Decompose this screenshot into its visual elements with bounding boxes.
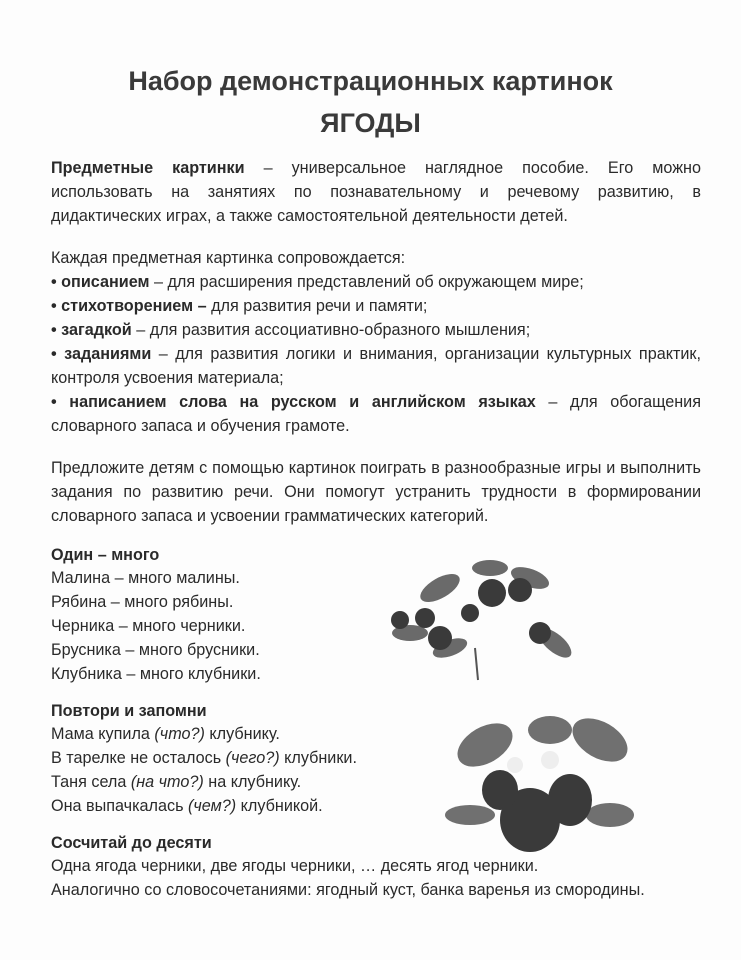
bullet-text: – для расширения представлений об окружающем мире; — [149, 273, 584, 291]
bullet-text: – для обогащения словарного запаса и обучения грамоте. — [51, 393, 701, 435]
bullet-item: • стихотворением – для развития речи и памяти; — [51, 297, 428, 315]
bullet-item: • заданиями – для развития логики и внимания, организации культурных практик, контроля усвоения материала; — [51, 345, 701, 387]
list-item: Клубника – много клубники. — [51, 665, 261, 683]
accompanied-text: Каждая предметная картинка сопровождается: — [51, 249, 406, 267]
count-list — [51, 854, 701, 902]
list-item: Аналогично со словосочетаниями: ягодный куст, банка варенья из смородины. — [51, 881, 645, 899]
intro-bold: Предметные картинки — [51, 159, 245, 177]
bullet-text: – для развития ассоциативно-образного мышления; — [131, 321, 531, 339]
text: В тарелке не осталось — [51, 749, 226, 767]
bullet-item: • написанием слова на русском и английском языках – для обогащения словарного запаса и обучения грамоте. — [51, 393, 701, 435]
text: Мама купила — [51, 725, 155, 743]
list-item: Брусника – много брусники. — [51, 641, 260, 659]
page-subtitle: ЯГОДЫ — [320, 108, 421, 138]
question: (чего?) — [225, 749, 280, 767]
section-heading-one-many: Один – много — [51, 546, 160, 564]
lingonberry-image — [380, 548, 580, 683]
list-item: Черника – много черники. — [51, 617, 246, 635]
intro-paragraph — [51, 156, 701, 228]
text: Таня села — [51, 773, 131, 791]
bullet-text: – для развития логики и внимания, организации культурных практик, контроля усвоения материала; — [51, 345, 701, 387]
bullet-list — [51, 270, 701, 438]
list-item: Малина – много малины. — [51, 569, 240, 587]
one-many-list — [51, 566, 701, 686]
bullet-bold: написанием слова на русском и английском языках — [69, 393, 536, 411]
text: на клубнику. — [203, 773, 302, 791]
text: клубники. — [279, 749, 357, 767]
bullet-item: • загадкой – для развития ассоциативно-образного мышления; — [51, 321, 531, 339]
text: Она выпачкалась — [51, 797, 189, 815]
question: (чем?) — [188, 797, 237, 815]
bullet-bold: стихотворением – — [61, 297, 207, 315]
bullet-text: для развития речи и памяти; — [206, 297, 428, 315]
question: (что?) — [154, 725, 205, 743]
list-item: Одна ягода черники, две ягоды черники, … десять ягод черники. — [51, 857, 539, 875]
bullet-bold: описанием — [61, 273, 150, 291]
text: клубнику. — [204, 725, 280, 743]
question: (на что?) — [130, 773, 204, 791]
text: клубникой. — [236, 797, 323, 815]
strawberry-image — [440, 705, 640, 855]
page-title: Набор демонстрационных картинок — [128, 66, 613, 96]
bullet-bold: заданиями — [64, 345, 152, 363]
intro-text: – универсальное наглядное пособие. Его можно использовать на занятиях по познавательному и речевому развитию, в дидактических играх, а также самостоятельной деятельности детей. — [51, 159, 701, 225]
bullet-item: • описанием – для расширения представлений об окружающем мире; — [51, 273, 584, 291]
bullet-bold: загадкой — [61, 321, 132, 339]
section-heading-repeat: Повтори и запомни — [51, 702, 207, 720]
list-item: Рябина – много рябины. — [51, 593, 234, 611]
suggest-paragraph: Предложите детям с помощью картинок поиграть в разнообразные игры и выполнить задания по развитию речи. Они помогут устранить трудности в формировании словарного запаса и усвоении грамматических категорий. — [51, 459, 701, 525]
section-heading-count: Сосчитай до десяти — [51, 834, 212, 852]
